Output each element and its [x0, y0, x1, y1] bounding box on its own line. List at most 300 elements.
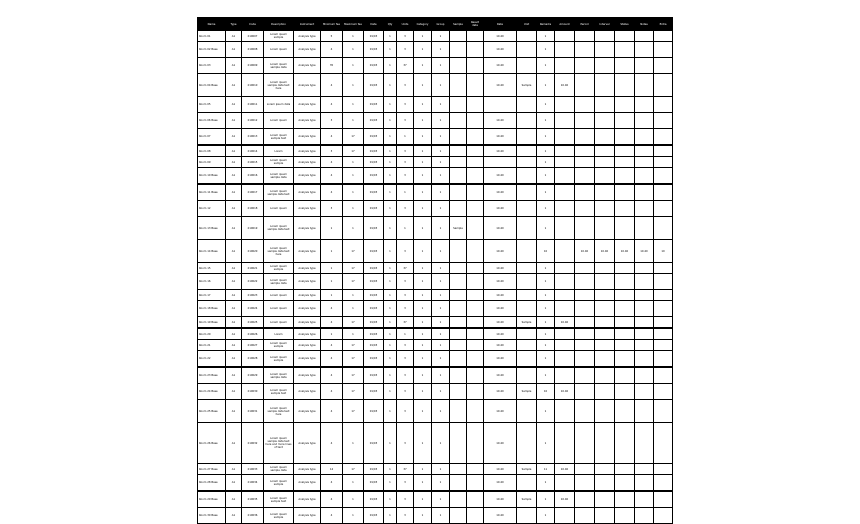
- table-cell[interactable]: [555, 475, 575, 492]
- table-cell[interactable]: [555, 97, 575, 113]
- table-cell[interactable]: 01/03: [364, 157, 384, 168]
- table-cell[interactable]: 10.40: [484, 475, 517, 492]
- table-cell[interactable]: 1: [343, 42, 364, 58]
- table-cell[interactable]: 10.40: [484, 240, 517, 263]
- table-cell[interactable]: 1: [384, 340, 397, 351]
- column-header[interactable]: Type: [226, 18, 242, 31]
- table-cell[interactable]: 01/03: [364, 240, 384, 263]
- table-cell[interactable]: [467, 400, 484, 423]
- table-cell[interactable]: 1: [384, 240, 397, 263]
- table-cell[interactable]: Room 28 Base: [198, 475, 226, 492]
- table-cell[interactable]: Room 11 Base: [198, 184, 226, 201]
- table-cell[interactable]: [467, 290, 484, 301]
- table-cell[interactable]: 1: [414, 274, 432, 290]
- table-cell[interactable]: [517, 475, 537, 492]
- table-cell[interactable]: 1: [414, 157, 432, 168]
- table-cell[interactable]: [575, 351, 595, 368]
- table-cell[interactable]: 10.40: [615, 240, 635, 263]
- table-cell[interactable]: A1: [226, 384, 242, 400]
- table-cell[interactable]: A1: [226, 129, 242, 146]
- table-cell[interactable]: 10.40: [484, 367, 517, 384]
- table-cell[interactable]: 1: [537, 274, 555, 290]
- table-cell[interactable]: 1: [432, 168, 450, 185]
- table-cell[interactable]: 10.40: [555, 464, 575, 475]
- table-cell[interactable]: 10.40: [484, 351, 517, 368]
- table-cell[interactable]: 4: [321, 157, 343, 168]
- table-cell[interactable]: 3: [397, 340, 414, 351]
- table-cell[interactable]: [615, 145, 635, 157]
- table-cell[interactable]: A1: [226, 290, 242, 301]
- table-row[interactable]: [198, 97, 673, 113]
- table-cell[interactable]: 10.40: [484, 168, 517, 185]
- table-cell[interactable]: [635, 168, 654, 185]
- table-cell[interactable]: Sample: [450, 217, 467, 240]
- column-header[interactable]: Instrument: [294, 18, 321, 31]
- table-cell[interactable]: 1: [537, 400, 555, 423]
- table-cell[interactable]: 3: [397, 274, 414, 290]
- table-cell[interactable]: 210020: [242, 240, 264, 263]
- table-cell[interactable]: [595, 351, 615, 368]
- table-cell[interactable]: [517, 184, 537, 201]
- table-cell[interactable]: Analysis type: [294, 328, 321, 340]
- table-cell[interactable]: Lorem ipsum: [264, 113, 294, 129]
- table-cell[interactable]: 01/03: [364, 475, 384, 492]
- table-cell[interactable]: [450, 423, 467, 464]
- table-cell[interactable]: 10.40: [484, 145, 517, 157]
- table-cell[interactable]: 1: [537, 157, 555, 168]
- table-cell[interactable]: 01/03: [364, 263, 384, 274]
- column-header[interactable]: Code: [242, 18, 264, 31]
- table-cell[interactable]: 1: [414, 240, 432, 263]
- table-row[interactable]: [198, 508, 673, 524]
- table-cell[interactable]: 10.40: [555, 74, 575, 97]
- table-cell[interactable]: [517, 97, 537, 113]
- table-cell[interactable]: Room 26 Base: [198, 423, 226, 464]
- table-cell[interactable]: [517, 58, 537, 74]
- column-header[interactable]: Notes: [635, 18, 654, 31]
- table-cell[interactable]: 1: [537, 201, 555, 217]
- column-header[interactable]: Description: [264, 18, 294, 31]
- table-cell[interactable]: 37: [397, 58, 414, 74]
- table-cell[interactable]: 1: [414, 217, 432, 240]
- table-cell[interactable]: [450, 367, 467, 384]
- table-cell[interactable]: 3: [397, 384, 414, 400]
- table-cell[interactable]: [654, 113, 673, 129]
- table-cell[interactable]: 1: [343, 508, 364, 524]
- table-cell[interactable]: [615, 351, 635, 368]
- table-cell[interactable]: 1: [537, 263, 555, 274]
- table-cell[interactable]: 01/03: [364, 58, 384, 74]
- column-header[interactable]: Minimum fee: [321, 18, 343, 31]
- table-cell[interactable]: 210033: [242, 464, 264, 475]
- table-cell[interactable]: 01/03: [364, 340, 384, 351]
- table-cell[interactable]: [517, 301, 537, 317]
- table-cell[interactable]: Sample: [517, 464, 537, 475]
- table-cell[interactable]: 1: [537, 184, 555, 201]
- table-cell[interactable]: A1: [226, 423, 242, 464]
- table-cell[interactable]: 4: [321, 508, 343, 524]
- table-cell[interactable]: 210024: [242, 301, 264, 317]
- table-cell[interactable]: 1: [414, 290, 432, 301]
- column-header[interactable]: Group: [432, 18, 450, 31]
- table-cell[interactable]: [450, 317, 467, 329]
- table-cell[interactable]: 1: [537, 129, 555, 146]
- table-cell[interactable]: 3: [397, 97, 414, 113]
- table-cell[interactable]: Room 10 Base: [198, 168, 226, 185]
- table-cell[interactable]: 4: [321, 340, 343, 351]
- table-cell[interactable]: 3: [397, 113, 414, 129]
- column-header[interactable]: Qty: [384, 18, 397, 31]
- table-cell[interactable]: [575, 475, 595, 492]
- table-cell[interactable]: [450, 328, 467, 340]
- table-cell[interactable]: 01/03: [364, 367, 384, 384]
- table-cell[interactable]: [615, 423, 635, 464]
- table-cell[interactable]: [555, 168, 575, 185]
- table-cell[interactable]: 1: [321, 290, 343, 301]
- table-cell[interactable]: 1: [432, 217, 450, 240]
- table-cell[interactable]: Analysis type: [294, 201, 321, 217]
- table-cell[interactable]: 1: [414, 263, 432, 274]
- table-cell[interactable]: 1: [343, 184, 364, 201]
- table-cell[interactable]: [450, 400, 467, 423]
- table-cell[interactable]: [450, 58, 467, 74]
- table-cell[interactable]: 210008: [242, 42, 264, 58]
- table-row[interactable]: [198, 240, 673, 263]
- table-cell[interactable]: 3: [397, 157, 414, 168]
- table-cell[interactable]: Lorem ipsum sample data text here: [264, 240, 294, 263]
- table-row[interactable]: [198, 351, 673, 368]
- column-header[interactable]: Amount: [555, 18, 575, 31]
- table-cell[interactable]: [575, 168, 595, 185]
- table-cell[interactable]: [654, 475, 673, 492]
- table-cell[interactable]: 1: [432, 290, 450, 301]
- table-cell[interactable]: 1: [343, 168, 364, 185]
- table-cell[interactable]: 4: [321, 184, 343, 201]
- table-cell[interactable]: Analysis type: [294, 274, 321, 290]
- table-cell[interactable]: [467, 328, 484, 340]
- table-cell[interactable]: Analysis type: [294, 263, 321, 274]
- table-cell[interactable]: 17: [343, 340, 364, 351]
- table-cell[interactable]: Analysis type: [294, 58, 321, 74]
- table-cell[interactable]: Room 03: [198, 58, 226, 74]
- table-cell[interactable]: [635, 367, 654, 384]
- table-cell[interactable]: Room 23 Base: [198, 367, 226, 384]
- table-cell[interactable]: [555, 290, 575, 301]
- table-cell[interactable]: 1: [537, 475, 555, 492]
- table-cell[interactable]: 1: [432, 74, 450, 97]
- table-cell[interactable]: Room 20: [198, 328, 226, 340]
- table-cell[interactable]: [467, 464, 484, 475]
- table-cell[interactable]: 210022: [242, 274, 264, 290]
- table-cell[interactable]: [450, 301, 467, 317]
- table-cell[interactable]: 1: [397, 129, 414, 146]
- table-cell[interactable]: A1: [226, 475, 242, 492]
- table-cell[interactable]: Lorem ipsum sample data text here: [264, 74, 294, 97]
- table-cell[interactable]: Lorem ipsum sample text: [264, 384, 294, 400]
- table-cell[interactable]: Analysis type: [294, 97, 321, 113]
- table-cell[interactable]: 3: [397, 74, 414, 97]
- table-cell[interactable]: [654, 301, 673, 317]
- table-cell[interactable]: 10: [654, 240, 673, 263]
- table-cell[interactable]: [450, 201, 467, 217]
- column-header[interactable]: Rate: [484, 18, 517, 31]
- table-cell[interactable]: 3: [397, 290, 414, 301]
- table-cell[interactable]: 17: [343, 367, 364, 384]
- table-cell[interactable]: [615, 42, 635, 58]
- table-cell[interactable]: Sample: [517, 491, 537, 508]
- table-cell[interactable]: [467, 31, 484, 42]
- table-cell[interactable]: [654, 42, 673, 58]
- table-cell[interactable]: 10.40: [595, 240, 615, 263]
- table-cell[interactable]: [615, 201, 635, 217]
- table-cell[interactable]: 4: [321, 491, 343, 508]
- table-cell[interactable]: 1: [414, 491, 432, 508]
- column-header[interactable]: Unit: [517, 18, 537, 31]
- table-cell[interactable]: [654, 400, 673, 423]
- table-cell[interactable]: 210035: [242, 491, 264, 508]
- table-cell[interactable]: 4: [321, 168, 343, 185]
- table-cell[interactable]: 1: [432, 301, 450, 317]
- table-row[interactable]: [198, 328, 673, 340]
- table-cell[interactable]: 1: [384, 42, 397, 58]
- table-cell[interactable]: [555, 145, 575, 157]
- table-cell[interactable]: [517, 351, 537, 368]
- table-cell[interactable]: 210034: [242, 475, 264, 492]
- table-cell[interactable]: 3: [397, 367, 414, 384]
- table-cell[interactable]: A1: [226, 42, 242, 58]
- table-cell[interactable]: [575, 290, 595, 301]
- table-cell[interactable]: 210030: [242, 384, 264, 400]
- table-cell[interactable]: [635, 475, 654, 492]
- table-cell[interactable]: [654, 157, 673, 168]
- table-cell[interactable]: [517, 508, 537, 524]
- table-cell[interactable]: 1: [343, 423, 364, 464]
- table-cell[interactable]: 1: [414, 184, 432, 201]
- table-cell[interactable]: [467, 145, 484, 157]
- table-row[interactable]: [198, 367, 673, 384]
- table-cell[interactable]: [615, 491, 635, 508]
- table-cell[interactable]: 01/03: [364, 508, 384, 524]
- table-cell[interactable]: [654, 290, 673, 301]
- table-cell[interactable]: [615, 184, 635, 201]
- table-cell[interactable]: 1: [432, 145, 450, 157]
- table-cell[interactable]: 4: [321, 97, 343, 113]
- table-cell[interactable]: 1: [414, 400, 432, 423]
- table-cell[interactable]: [654, 367, 673, 384]
- table-cell[interactable]: [635, 263, 654, 274]
- table-cell[interactable]: 17: [343, 145, 364, 157]
- table-cell[interactable]: 01/03: [364, 384, 384, 400]
- table-cell[interactable]: 1: [384, 184, 397, 201]
- table-cell[interactable]: Room 17: [198, 290, 226, 301]
- table-cell[interactable]: [517, 168, 537, 185]
- table-cell[interactable]: [635, 42, 654, 58]
- table-cell[interactable]: 1: [414, 97, 432, 113]
- table-cell[interactable]: Room 07: [198, 129, 226, 146]
- table-cell[interactable]: [615, 97, 635, 113]
- table-cell[interactable]: [555, 508, 575, 524]
- table-cell[interactable]: 1: [414, 31, 432, 42]
- table-cell[interactable]: [654, 351, 673, 368]
- table-cell[interactable]: Lorem ipsum: [264, 290, 294, 301]
- table-cell[interactable]: 3: [397, 351, 414, 368]
- table-cell[interactable]: A1: [226, 491, 242, 508]
- table-cell[interactable]: 210032: [242, 423, 264, 464]
- table-cell[interactable]: 1: [414, 301, 432, 317]
- table-cell[interactable]: 1: [414, 129, 432, 146]
- table-cell[interactable]: 1: [432, 508, 450, 524]
- table-row[interactable]: [198, 157, 673, 168]
- table-cell[interactable]: Analysis type: [294, 184, 321, 201]
- table-cell[interactable]: Analysis type: [294, 301, 321, 317]
- table-cell[interactable]: [467, 217, 484, 240]
- table-cell[interactable]: [635, 145, 654, 157]
- table-cell[interactable]: 3: [397, 508, 414, 524]
- table-cell[interactable]: [450, 464, 467, 475]
- table-cell[interactable]: 01/03: [364, 201, 384, 217]
- table-cell[interactable]: 4: [321, 74, 343, 97]
- table-cell[interactable]: [615, 263, 635, 274]
- table-cell[interactable]: [635, 113, 654, 129]
- table-cell[interactable]: 1: [537, 74, 555, 97]
- table-cell[interactable]: [654, 31, 673, 42]
- table-cell[interactable]: Sample: [517, 384, 537, 400]
- table-cell[interactable]: 210021: [242, 263, 264, 274]
- table-cell[interactable]: 3: [397, 475, 414, 492]
- table-cell[interactable]: [654, 384, 673, 400]
- table-cell[interactable]: Analysis type: [294, 42, 321, 58]
- table-cell[interactable]: 10.40: [484, 184, 517, 201]
- table-cell[interactable]: [654, 58, 673, 74]
- table-cell[interactable]: [555, 263, 575, 274]
- table-cell[interactable]: 210036: [242, 508, 264, 524]
- table-cell[interactable]: [450, 351, 467, 368]
- table-cell[interactable]: [635, 157, 654, 168]
- table-cell[interactable]: A1: [226, 400, 242, 423]
- table-cell[interactable]: [517, 201, 537, 217]
- table-cell[interactable]: [467, 367, 484, 384]
- table-cell[interactable]: [450, 157, 467, 168]
- table-cell[interactable]: 1: [537, 317, 555, 329]
- table-cell[interactable]: [450, 97, 467, 113]
- table-cell[interactable]: [575, 97, 595, 113]
- table-cell[interactable]: [575, 129, 595, 146]
- table-cell[interactable]: 01/03: [364, 97, 384, 113]
- table-cell[interactable]: [595, 129, 615, 146]
- table-cell[interactable]: [654, 464, 673, 475]
- table-cell[interactable]: [517, 217, 537, 240]
- table-cell[interactable]: [635, 340, 654, 351]
- table-cell[interactable]: 10.40: [555, 384, 575, 400]
- table-cell[interactable]: Lorem ipsum sample data text here and more lines of text: [264, 423, 294, 464]
- table-cell[interactable]: 10.40: [484, 340, 517, 351]
- table-cell[interactable]: [450, 184, 467, 201]
- table-cell[interactable]: 01/03: [364, 423, 384, 464]
- table-cell[interactable]: 210023: [242, 290, 264, 301]
- table-cell[interactable]: 1: [432, 113, 450, 129]
- table-cell[interactable]: [575, 274, 595, 290]
- table-cell[interactable]: 10.40: [635, 240, 654, 263]
- table-cell[interactable]: Lorem ipsum sample: [264, 508, 294, 524]
- table-cell[interactable]: [654, 491, 673, 508]
- table-cell[interactable]: 1: [537, 508, 555, 524]
- table-row[interactable]: [198, 400, 673, 423]
- table-cell[interactable]: 10.40: [484, 31, 517, 42]
- table-cell[interactable]: 1: [432, 491, 450, 508]
- table-cell[interactable]: [467, 97, 484, 113]
- column-header[interactable]: Interval: [595, 18, 615, 31]
- table-cell[interactable]: [575, 74, 595, 97]
- table-cell[interactable]: 10.40: [484, 42, 517, 58]
- table-cell[interactable]: Room 09: [198, 157, 226, 168]
- table-cell[interactable]: 1: [384, 491, 397, 508]
- table-cell[interactable]: [635, 290, 654, 301]
- table-cell[interactable]: [517, 328, 537, 340]
- table-cell[interactable]: 1: [537, 113, 555, 129]
- column-header[interactable]: Maximum fee: [343, 18, 364, 31]
- table-cell[interactable]: Lorem ipsum data: [264, 97, 294, 113]
- table-cell[interactable]: Room 25 Base: [198, 400, 226, 423]
- table-cell[interactable]: Room 27 Base: [198, 464, 226, 475]
- table-cell[interactable]: [635, 31, 654, 42]
- table-cell[interactable]: 10.40: [484, 217, 517, 240]
- table-cell[interactable]: [575, 400, 595, 423]
- table-cell[interactable]: 4: [321, 384, 343, 400]
- table-cell[interactable]: Lorem: [264, 328, 294, 340]
- table-cell[interactable]: 1: [432, 157, 450, 168]
- table-cell[interactable]: 1: [414, 113, 432, 129]
- table-row[interactable]: [198, 384, 673, 400]
- table-cell[interactable]: Room 24 Base: [198, 384, 226, 400]
- table-cell[interactable]: Room 08: [198, 145, 226, 157]
- table-cell[interactable]: 1: [397, 184, 414, 201]
- table-cell[interactable]: [615, 157, 635, 168]
- table-cell[interactable]: 1: [414, 351, 432, 368]
- table-cell[interactable]: [595, 58, 615, 74]
- column-header[interactable]: Result date: [467, 18, 484, 31]
- table-cell[interactable]: 3: [321, 113, 343, 129]
- table-cell[interactable]: 1: [414, 201, 432, 217]
- table-row[interactable]: [198, 475, 673, 492]
- table-cell[interactable]: 210027: [242, 340, 264, 351]
- table-cell[interactable]: [555, 240, 575, 263]
- table-cell[interactable]: 1: [384, 328, 397, 340]
- table-cell[interactable]: 11: [537, 464, 555, 475]
- table-cell[interactable]: 10: [537, 240, 555, 263]
- table-cell[interactable]: [467, 58, 484, 74]
- table-cell[interactable]: 17: [343, 240, 364, 263]
- table-cell[interactable]: 10.40: [484, 274, 517, 290]
- table-cell[interactable]: [635, 508, 654, 524]
- table-cell[interactable]: 01/03: [364, 113, 384, 129]
- table-cell[interactable]: 01/03: [364, 31, 384, 42]
- table-cell[interactable]: [654, 184, 673, 201]
- table-cell[interactable]: Analysis type: [294, 475, 321, 492]
- table-cell[interactable]: 1: [432, 263, 450, 274]
- table-cell[interactable]: [654, 168, 673, 185]
- table-cell[interactable]: 10.40: [484, 201, 517, 217]
- table-cell[interactable]: Lorem ipsum sample data: [264, 168, 294, 185]
- table-cell[interactable]: Lorem: [264, 145, 294, 157]
- table-cell[interactable]: 10.40: [484, 400, 517, 423]
- table-cell[interactable]: 1: [414, 464, 432, 475]
- table-cell[interactable]: 10.40: [484, 464, 517, 475]
- table-cell[interactable]: 1: [384, 58, 397, 74]
- table-cell[interactable]: 01/03: [364, 351, 384, 368]
- table-cell[interactable]: 1: [537, 31, 555, 42]
- table-cell[interactable]: 01/03: [364, 129, 384, 146]
- table-cell[interactable]: Analysis type: [294, 491, 321, 508]
